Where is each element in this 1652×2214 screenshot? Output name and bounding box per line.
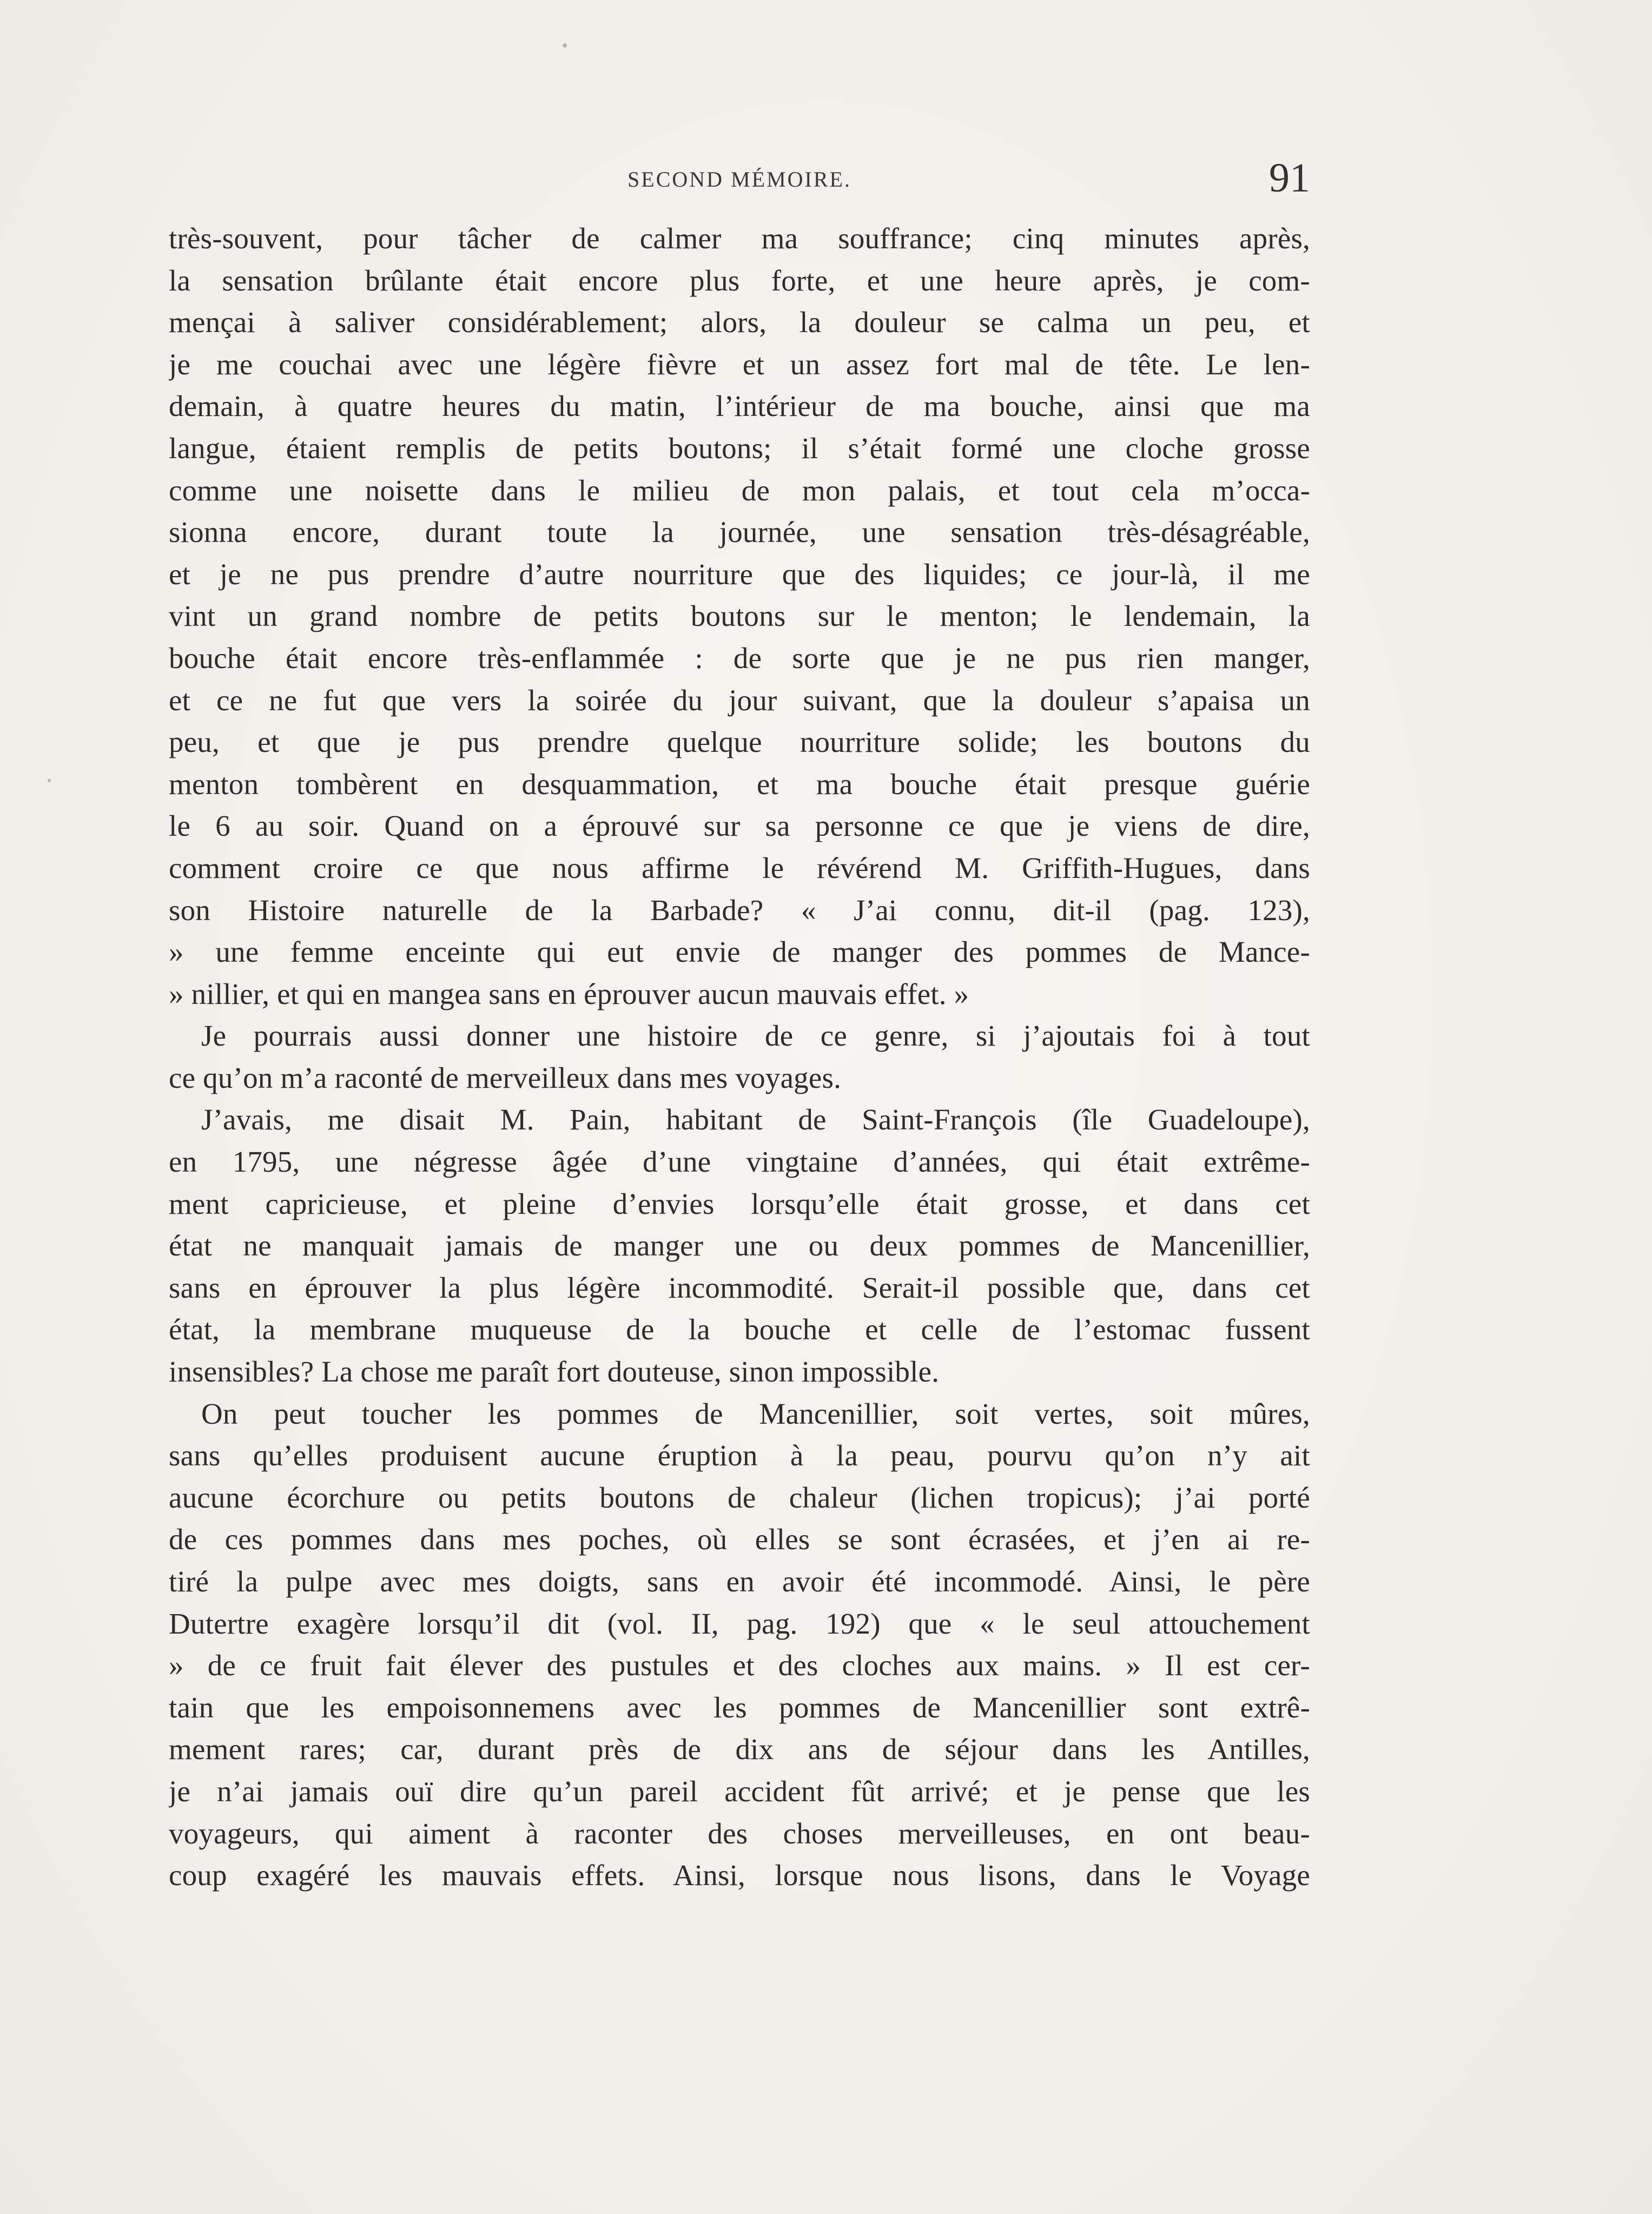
text-line: la sensation brûlante était encore plus forte, et une heure après, je com- <box>169 263 1310 297</box>
text-line: sans en éprouver la plus légère incommodité. Serait-il possible que, dans cet <box>169 1271 1310 1304</box>
text-line: aucune écorchure ou petits boutons de chaleur (lichen tropicus); j’ai porté <box>169 1481 1310 1514</box>
text-line: ce qu’on m’a raconté de merveilleux dans mes voyages. <box>169 1061 842 1094</box>
page-header <box>169 155 1310 214</box>
text-line: » de ce fruit fait élever des pustules et des cloches aux mains. » Il est cer- <box>169 1649 1310 1682</box>
text-line: On peut toucher les pommes de Mancenillier, soit vertes, soit mûres, <box>201 1397 1310 1430</box>
text-line: langue, étaient remplis de petits boutons; il s’était formé une cloche grosse <box>169 431 1310 465</box>
text-line: demain, à quatre heures du matin, l’intérieur de ma bouche, ainsi que ma <box>169 389 1310 423</box>
text-line: sans qu’elles produisent aucune éruption à la peau, pourvu qu’on n’y ait <box>169 1439 1310 1472</box>
text-line: tain que les empoisonnemens avec les pommes de Mancenillier sont extrê- <box>169 1690 1310 1724</box>
text-line: Je pourrais aussi donner une histoire de ce genre, si j’ajoutais foi à tout <box>201 1019 1310 1053</box>
text-line: sionna encore, durant toute la journée, une sensation très-désagréable, <box>169 516 1310 549</box>
paper-speck <box>48 779 51 782</box>
text-line: et je ne pus prendre d’autre nourriture que des liquides; ce jour-là, il me <box>169 557 1310 591</box>
text-line: en 1795, une négresse âgée d’une vingtaine d’années, qui était extrême- <box>169 1145 1310 1179</box>
text-line: comment croire ce que nous affirme le révérend M. Griffith-Hugues, dans <box>169 851 1310 884</box>
paper-speck <box>563 43 567 48</box>
text-line: état ne manquait jamais de manger une ou deux pommes de Mancenillier, <box>169 1229 1310 1263</box>
text-line: voyageurs, qui aiment à raconter des choses merveilleuses, en ont beau- <box>169 1816 1310 1850</box>
text-line: comme une noisette dans le milieu de mon palais, et tout cela m’occa- <box>169 473 1310 507</box>
page-number: 91 <box>1269 155 1310 201</box>
text-line: je me couchai avec une légère fièvre et un assez fort mal de tête. Le len- <box>169 347 1310 381</box>
text-line: » une femme enceinte qui eut envie de manger des pommes de Mance- <box>169 935 1310 969</box>
text-line: peu, et que je pus prendre quelque nourriture solide; les boutons du <box>169 725 1310 759</box>
text-line: coup exagéré les mauvais effets. Ainsi, lorsque nous lisons, dans le Voyage <box>169 1859 1310 1892</box>
text-line: et ce ne fut que vers la soirée du jour suivant, que la douleur s’apaisa un <box>169 683 1310 717</box>
text-line: menton tombèrent en desquammation, et ma bouche était presque guérie <box>169 767 1310 801</box>
text-line: le 6 au soir. Quand on a éprouvé sur sa personne ce que je viens de dire, <box>169 809 1310 843</box>
text-line: Dutertre exagère lorsqu’il dit (vol. II, pag. 192) que « le seul attouchement <box>169 1607 1310 1640</box>
text-line: insensibles? La chose me paraît fort douteuse, sinon impossible. <box>169 1355 940 1389</box>
body-text <box>169 217 1310 1896</box>
text-line: mençai à saliver considérablement; alors, la douleur se calma un peu, et <box>169 306 1310 339</box>
text-line: très-souvent, pour tâcher de calmer ma souffrance; cinq minutes après, <box>169 222 1310 255</box>
text-line: bouche était encore très-enflammée : de sorte que je ne pus rien manger, <box>169 641 1310 675</box>
text-line: mement rares; car, durant près de dix ans de séjour dans les Antilles, <box>169 1733 1310 1766</box>
text-line: son Histoire naturelle de la Barbade? « J’ai connu, dit-il (pag. 123), <box>169 893 1310 927</box>
text-line: » nillier, et qui en mangea sans en éprouver aucun mauvais effet. » <box>169 977 969 1010</box>
text-line: vint un grand nombre de petits boutons sur le menton; le lendemain, la <box>169 599 1310 633</box>
text-line: je n’ai jamais ouï dire qu’un pareil accident fût arrivé; et je pense que les <box>169 1774 1310 1808</box>
text-line: tiré la pulpe avec mes doigts, sans en avoir été incommodé. Ainsi, le père <box>169 1565 1310 1598</box>
text-line: état, la membrane muqueuse de la bouche et celle de l’estomac fussent <box>169 1313 1310 1346</box>
text-line: de ces pommes dans mes poches, où elles se sont écrasées, et j’en ai re- <box>169 1523 1310 1556</box>
text-line: J’avais, me disait M. Pain, habitant de Saint-François (île Guadeloupe), <box>201 1103 1310 1136</box>
running-title: SECOND MÉMOIRE. <box>627 167 851 191</box>
text-line: ment capricieuse, et pleine d’envies lorsqu’elle était grosse, et dans cet <box>169 1187 1310 1220</box>
